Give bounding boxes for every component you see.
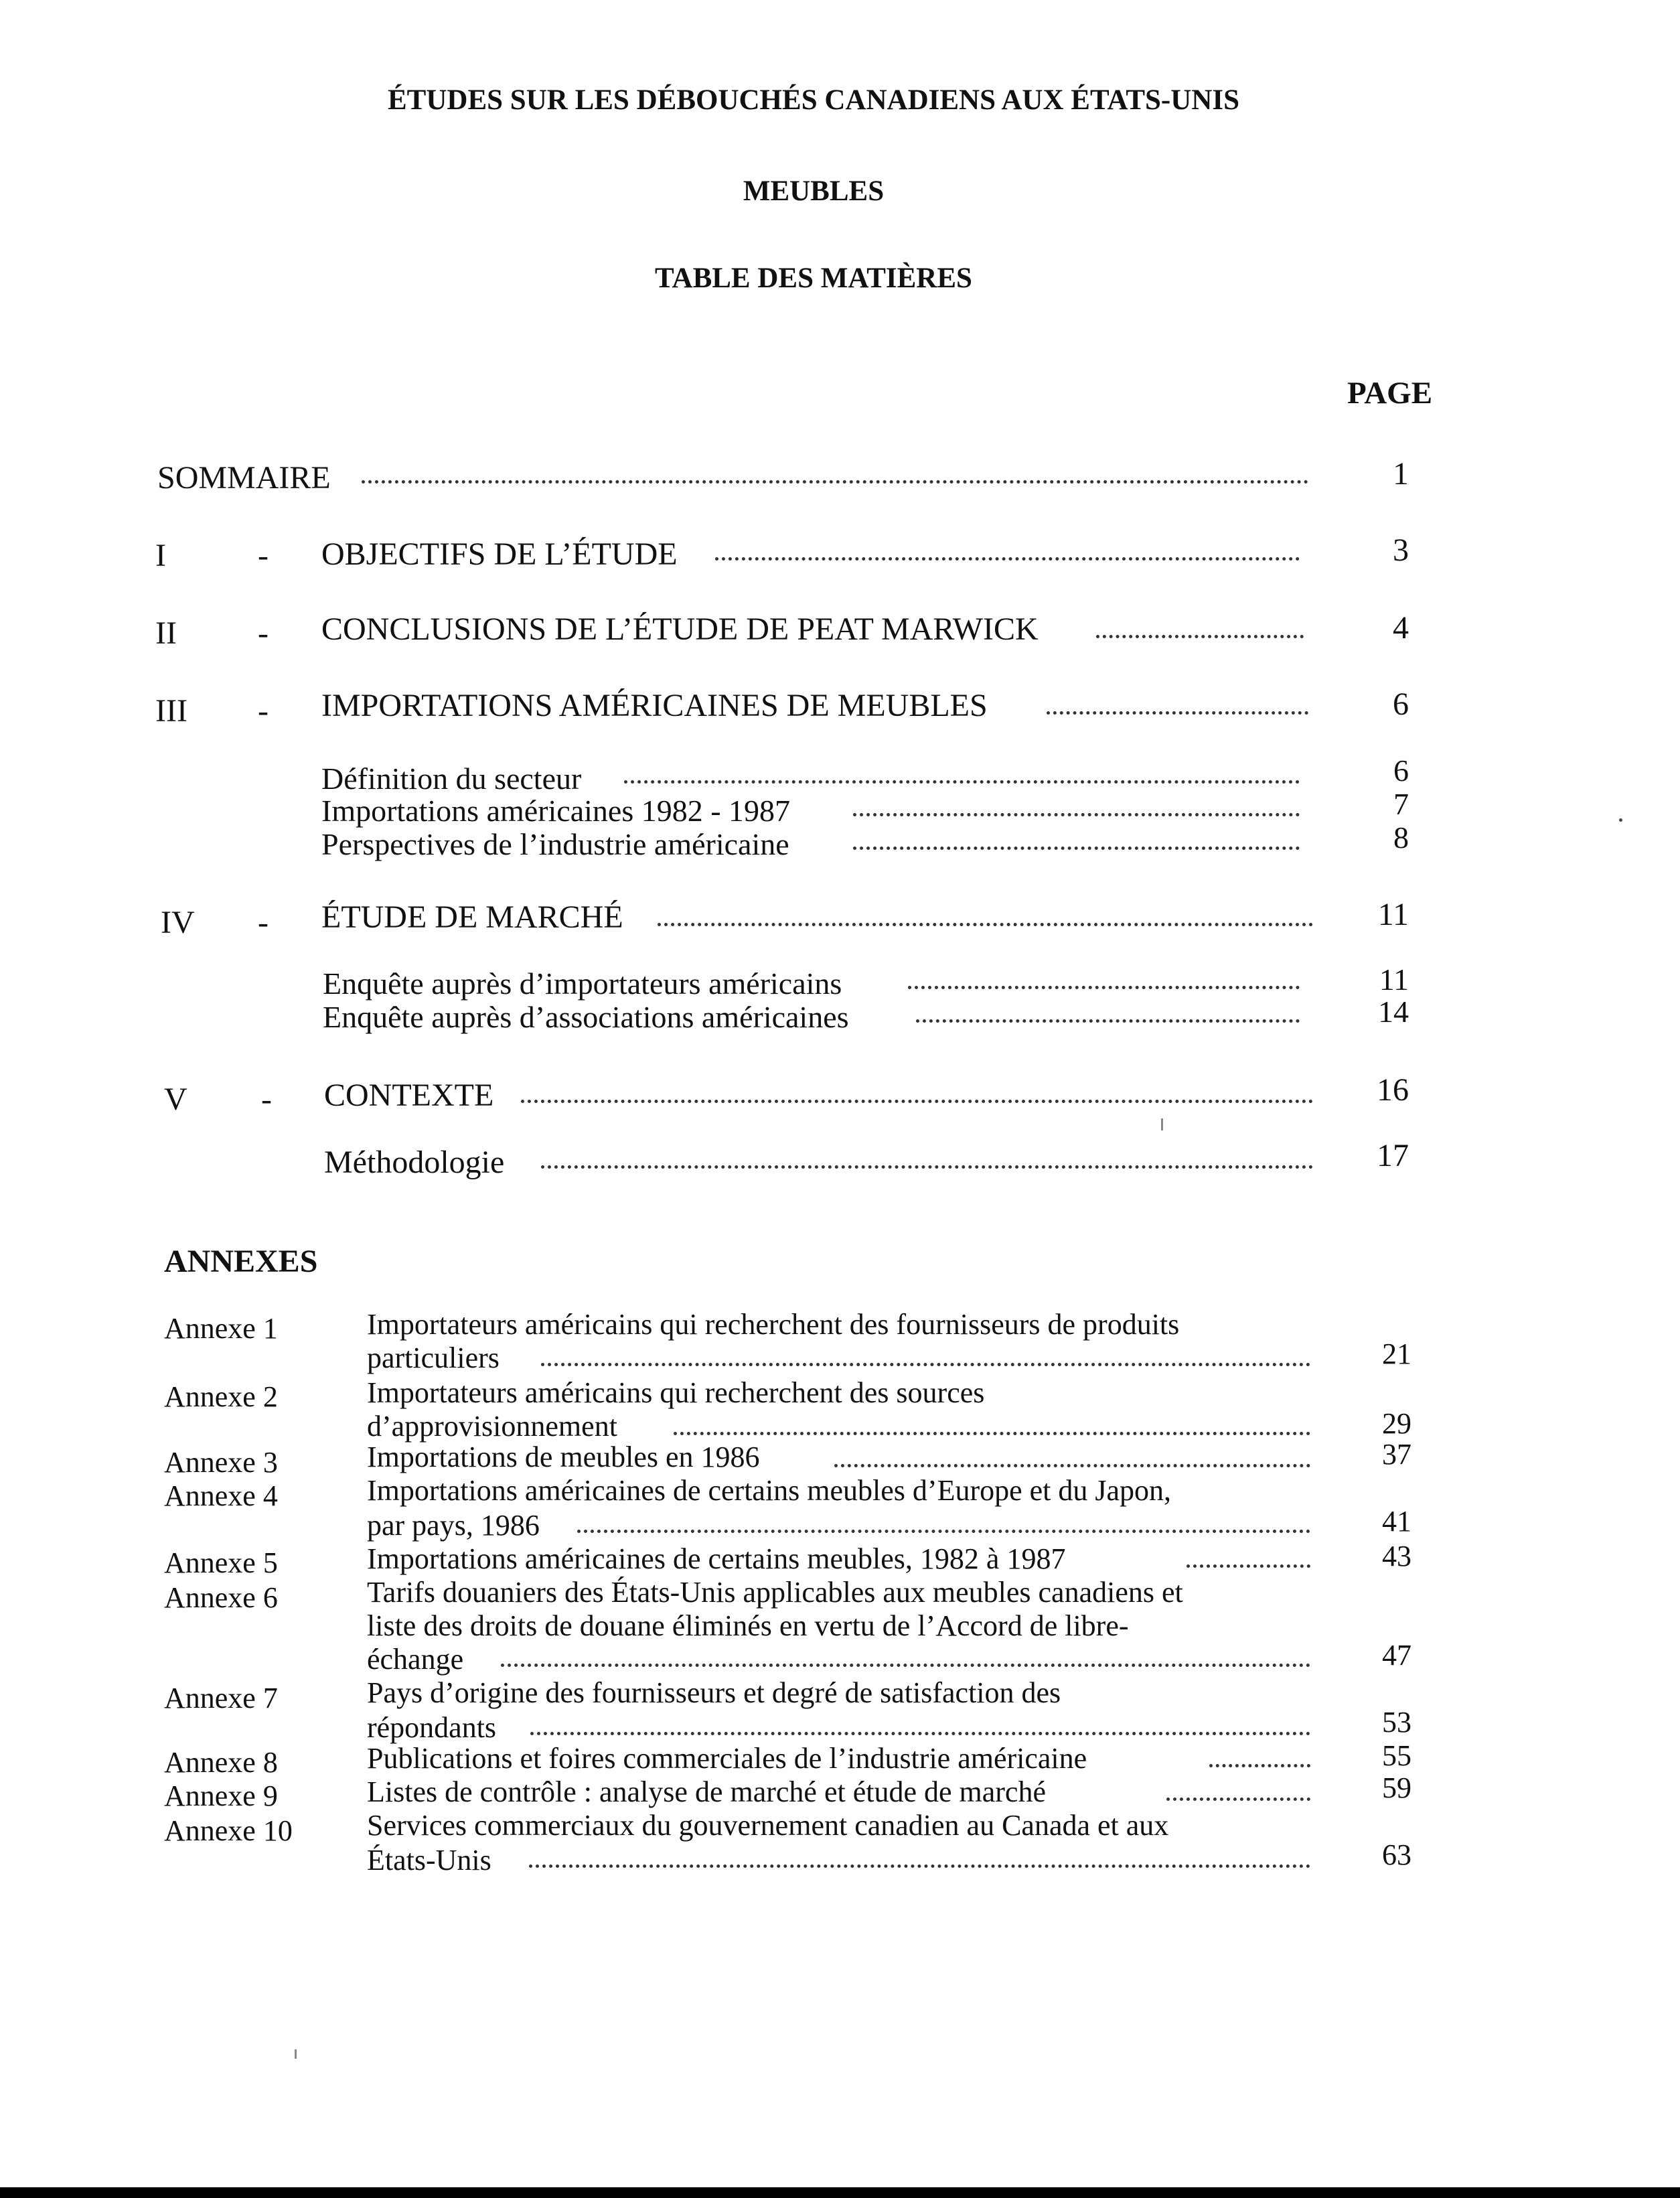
leader-dots: [577, 1530, 1310, 1533]
annex-label: Annexe 3: [164, 1446, 278, 1479]
toc-section-page: 16: [1377, 1072, 1409, 1108]
leader-dots: [501, 1664, 1310, 1667]
toc-section-dash: -: [258, 538, 269, 573]
annex-title-line: échange: [367, 1643, 464, 1676]
leader-dots: [1166, 1798, 1310, 1801]
annex-label: Annexe 8: [164, 1746, 278, 1779]
scan-speck: [1619, 818, 1622, 822]
annex-page: 29: [1382, 1407, 1411, 1440]
toc-section-numeral: IV: [161, 905, 195, 940]
toc-section-numeral: V: [164, 1082, 187, 1117]
toc-subsection-label: Perspectives de l’industrie américaine: [321, 827, 789, 861]
toc-section-numeral: III: [155, 693, 187, 729]
annex-title-line: Listes de contrôle : analyse de marché et étude de marché: [367, 1775, 1046, 1808]
leader-dots: [541, 1165, 1313, 1169]
annex-page: 41: [1382, 1505, 1411, 1538]
leader-dots: [1209, 1764, 1310, 1767]
leader-dots: [916, 1019, 1300, 1023]
toc-subsection-label: Enquête auprès d’associations américaines: [323, 1000, 849, 1034]
scan-mark: [295, 2049, 297, 2059]
leader-dots: [1187, 1564, 1310, 1568]
toc-section-dash: -: [258, 905, 269, 940]
annex-page: 59: [1382, 1771, 1411, 1804]
annex-page: 47: [1382, 1639, 1411, 1672]
annex-title-line: Tarifs douaniers des États-Unis applicables aux meubles canadiens et: [367, 1576, 1183, 1609]
leader-dots: [541, 1363, 1310, 1366]
annex-title-line: Importations américaines de certains meubles, 1982 à 1987: [367, 1542, 1066, 1575]
toc-section-dash: -: [258, 615, 269, 651]
annex-title-line: Services commerciaux du gouvernement canadien au Canada et aux: [367, 1809, 1169, 1842]
annex-label: Annexe 2: [164, 1380, 278, 1413]
annex-label: Annexe 5: [164, 1546, 278, 1579]
annex-title-line: liste des droits de douane éliminés en vertu de l’Accord de libre-: [367, 1609, 1129, 1642]
annex-page: 43: [1382, 1540, 1411, 1572]
annex-label: Annexe 7: [164, 1682, 278, 1714]
toc-subsection-label: Enquête auprès d’importateurs américains: [323, 966, 842, 1001]
toc-section-page: 11: [1377, 897, 1409, 932]
scan-bottom-edge: [0, 2187, 1680, 2198]
annex-title-line: Publications et foires commerciales de l’industrie américaine: [367, 1742, 1087, 1775]
annex-title-line: par pays, 1986: [367, 1509, 540, 1542]
toc-section-label: IMPORTATIONS AMÉRICAINES DE MEUBLES: [321, 688, 988, 723]
annex-title-line: d’approvisionnement: [367, 1410, 617, 1443]
leader-dots: [853, 847, 1300, 850]
toc-subsection-label: Méthodologie: [324, 1145, 505, 1180]
toc-heading: TABLE DES MATIÈRES: [655, 263, 972, 294]
annex-page: 53: [1382, 1706, 1411, 1739]
annex-title-line: Importations de meubles en 1986: [367, 1441, 760, 1473]
toc-subsection-page: 8: [1393, 820, 1409, 855]
annex-page: 63: [1382, 1838, 1411, 1871]
leader-dots: [529, 1864, 1310, 1868]
toc-sommaire-label: SOMMAIRE: [157, 460, 331, 496]
leader-dots: [1096, 635, 1304, 638]
annex-title-line: répondants: [367, 1711, 497, 1744]
page-column-header: PAGE: [1347, 376, 1433, 411]
scan-mark: [1161, 1118, 1163, 1130]
toc-section-label: CONCLUSIONS DE L’ÉTUDE DE PEAT MARWICK: [321, 611, 1039, 647]
toc-sommaire-page: 1: [1393, 456, 1409, 492]
leader-dots: [715, 557, 1300, 561]
toc-section-numeral: II: [155, 615, 177, 651]
toc-subsection-page: 11: [1379, 962, 1409, 997]
annexes-heading: ANNEXES: [164, 1244, 318, 1279]
toc-section-numeral: I: [155, 538, 166, 573]
toc-subsection-page: 17: [1377, 1138, 1409, 1173]
annex-title-line: Importateurs américains qui recherchent des sources: [367, 1376, 985, 1409]
leader-dots: [853, 813, 1300, 816]
annex-title-line: États-Unis: [367, 1844, 491, 1877]
leader-dots: [624, 780, 1300, 784]
toc-subsection-page: 14: [1378, 995, 1409, 1029]
annex-page: 21: [1382, 1337, 1411, 1370]
toc-subsection-label: Définition du secteur: [321, 761, 582, 796]
toc-section-label: OBJECTIFS DE L’ÉTUDE: [321, 536, 678, 572]
leader-dots: [362, 480, 1308, 484]
annex-title-line: particuliers: [367, 1341, 500, 1374]
annex-label: Annexe 1: [164, 1312, 278, 1345]
annex-label: Annexe 9: [164, 1779, 278, 1812]
annex-title-line: Importations américaines de certains meubles d’Europe et du Japon,: [367, 1474, 1172, 1507]
leader-dots: [521, 1100, 1313, 1103]
toc-section-page: 4: [1393, 610, 1409, 646]
leader-dots: [834, 1464, 1310, 1467]
toc-section-page: 3: [1393, 532, 1409, 568]
annex-label: Annexe 10: [164, 1814, 293, 1847]
leader-dots: [530, 1732, 1310, 1735]
toc-section-label: CONTEXTE: [324, 1078, 494, 1113]
leader-dots: [1047, 711, 1308, 715]
toc-subsection-label: Importations américaines 1982 - 1987: [321, 794, 791, 828]
toc-section-dash: -: [261, 1082, 272, 1117]
document-title: ÉTUDES SUR LES DÉBOUCHÉS CANADIENS AUX ÉTATS-UNIS: [387, 84, 1239, 116]
toc-section-dash: -: [258, 693, 269, 729]
annex-title-line: Pays d’origine des fournisseurs et degré de satisfaction des: [367, 1676, 1061, 1709]
leader-dots: [658, 923, 1313, 926]
toc-section-label: ÉTUDE DE MARCHÉ: [321, 899, 623, 935]
annex-page: 37: [1382, 1438, 1411, 1471]
annex-page: 55: [1382, 1739, 1411, 1772]
annex-title-line: Importateurs américains qui recherchent des fournisseurs de produits: [367, 1308, 1180, 1341]
annex-label: Annexe 4: [164, 1479, 278, 1512]
leader-dots: [674, 1432, 1310, 1435]
toc-subsection-page: 6: [1393, 753, 1409, 788]
toc-section-page: 6: [1393, 686, 1409, 722]
annex-label: Annexe 6: [164, 1581, 278, 1614]
toc-subsection-page: 7: [1393, 787, 1409, 821]
leader-dots: [908, 986, 1300, 989]
document-subject: MEUBLES: [743, 175, 885, 207]
